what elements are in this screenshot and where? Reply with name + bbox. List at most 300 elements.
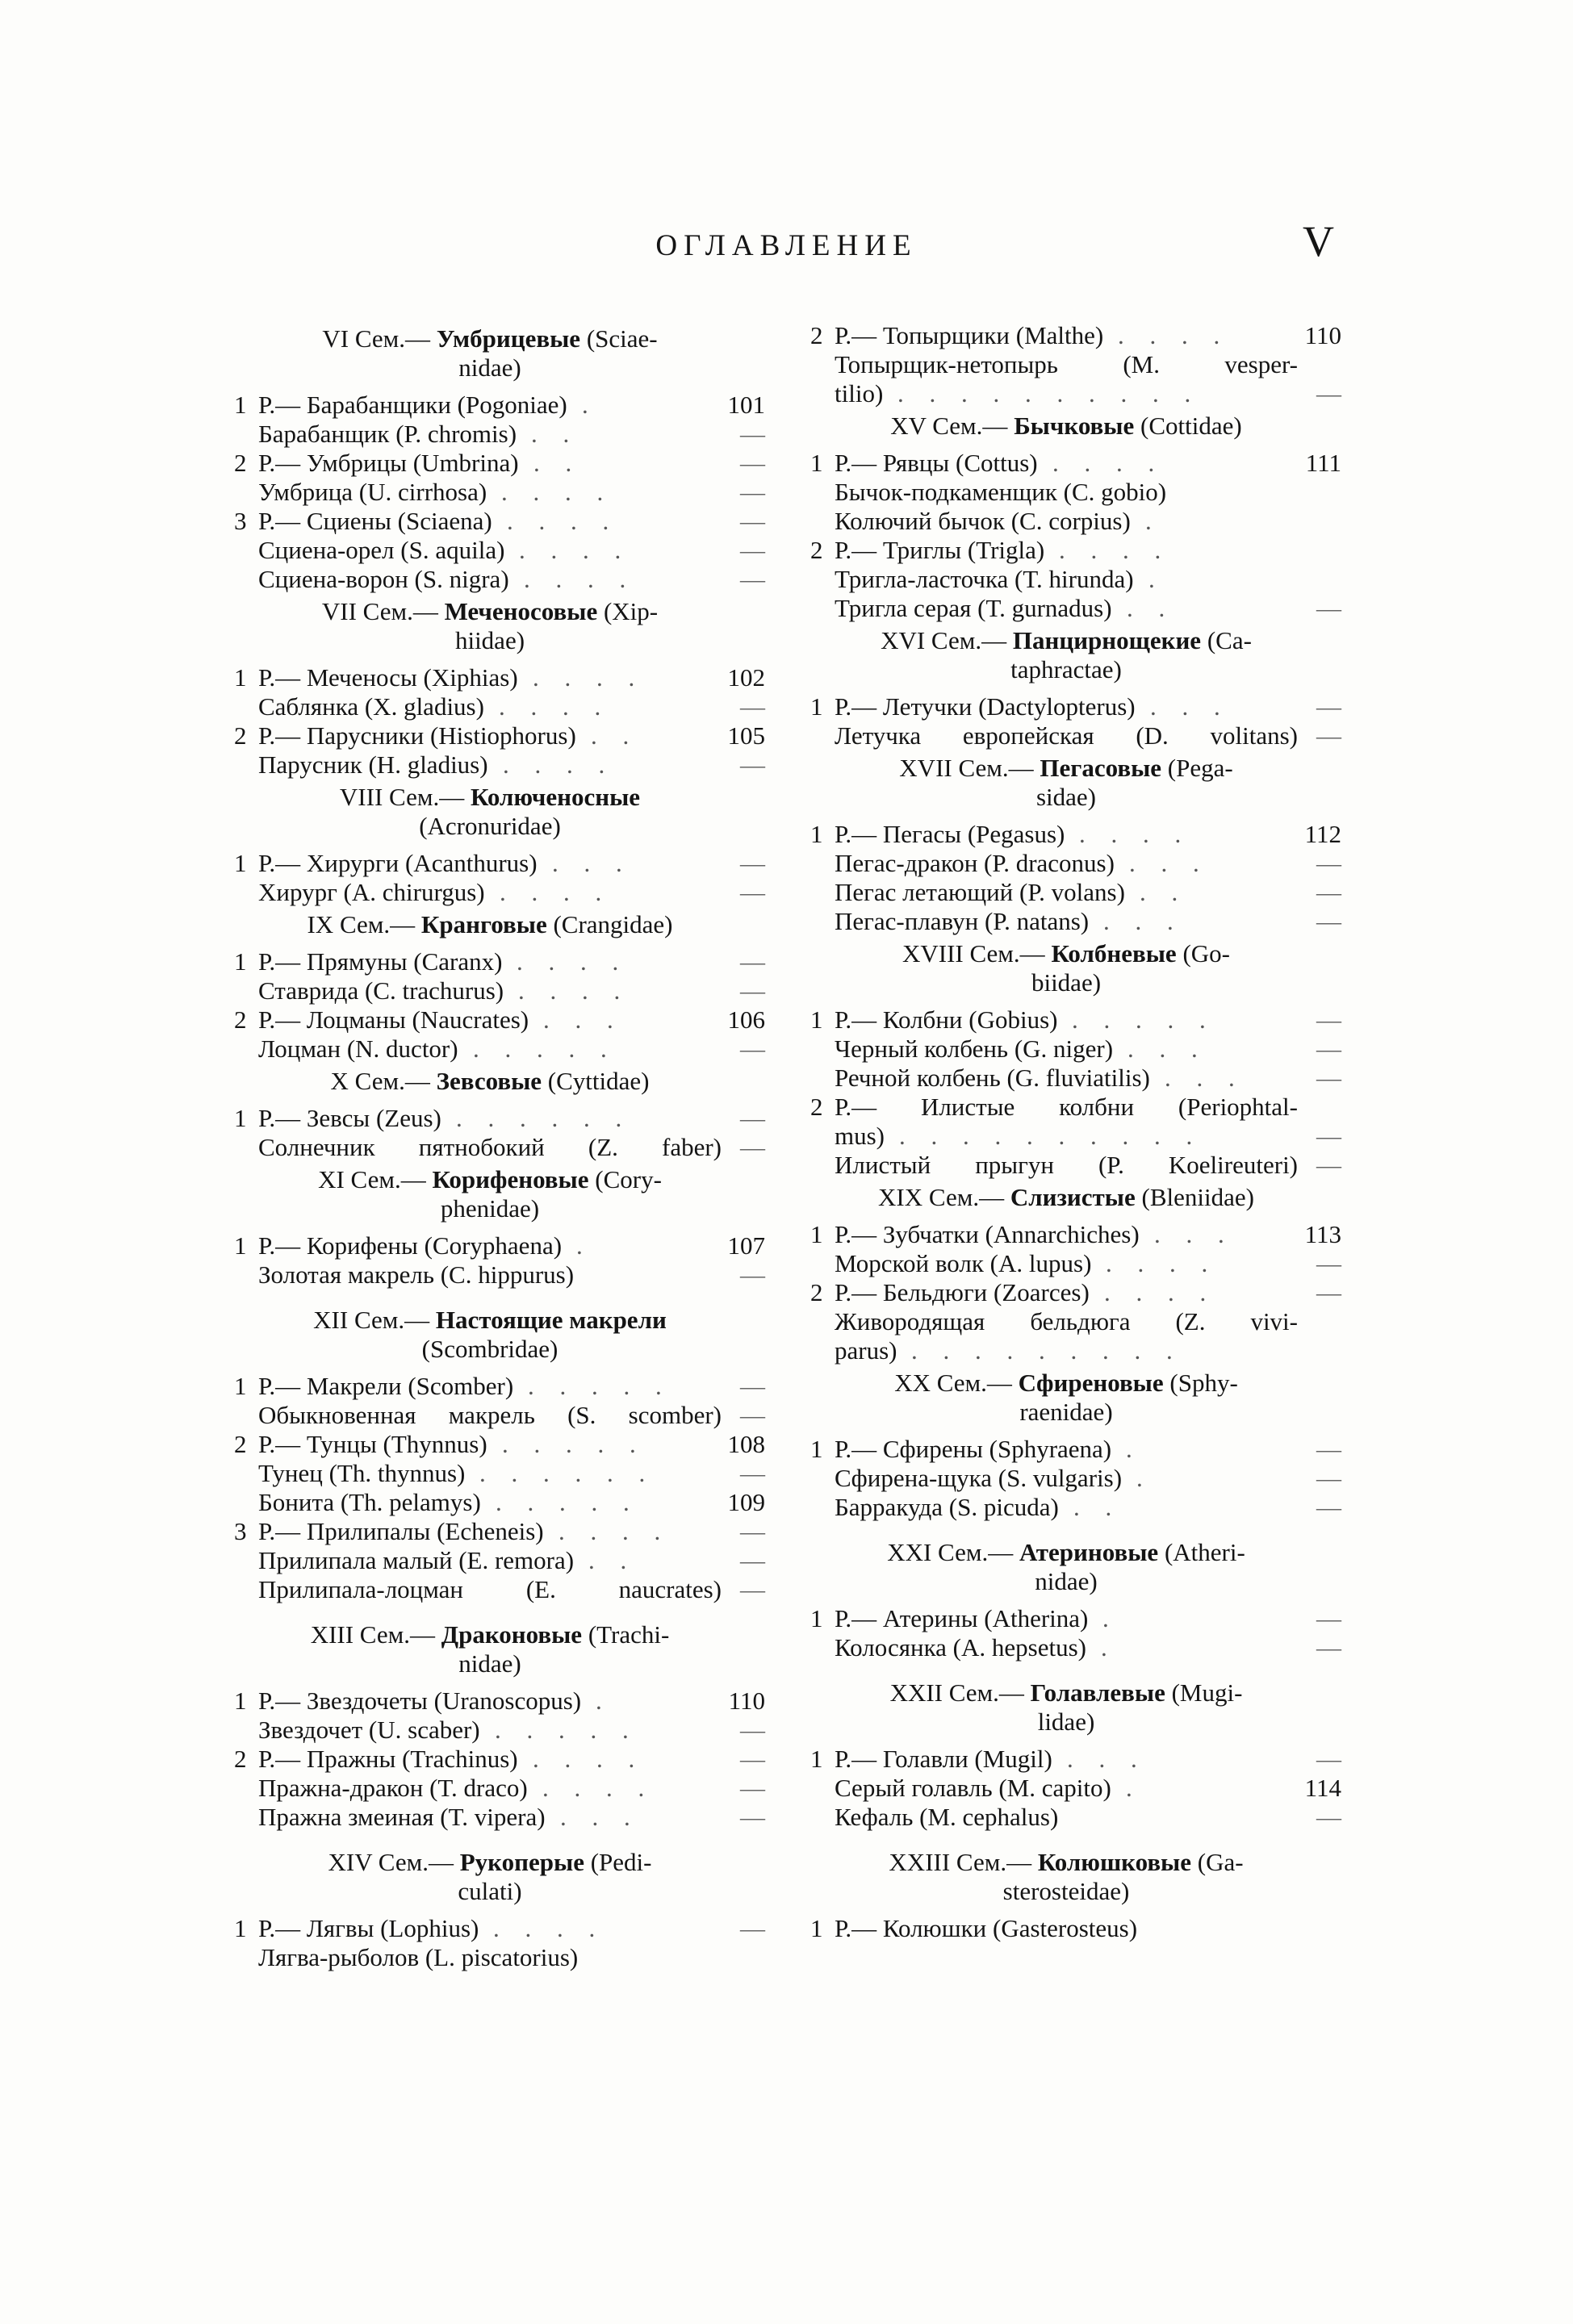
page-reference: — <box>740 1803 765 1831</box>
toc-entry <box>234 1943 765 1972</box>
page-reference: 113 <box>1304 1220 1341 1248</box>
toc-entry <box>234 1430 765 1459</box>
entry-text: Хирург (A. chirurgus) <box>258 878 485 906</box>
entry-index: 2 <box>810 1278 823 1306</box>
toc-entry <box>810 907 1341 936</box>
entry-text: Морской волк (A. lupus) <box>835 1249 1092 1277</box>
family-latin-continued: raenidae) <box>1019 1398 1113 1426</box>
page-reference: 109 <box>727 1488 765 1516</box>
entry-text: Бычок-подкаменщик (C. gobio) <box>835 478 1167 506</box>
entry-index: 2 <box>234 1430 247 1458</box>
leader-dots: . . . . <box>542 1774 655 1802</box>
family-latin-continued: sidae) <box>1035 783 1097 811</box>
leader-dots: . <box>1126 1435 1142 1463</box>
toc-entry <box>234 536 765 565</box>
entry-text: Ставрида (C. trachurus) <box>258 976 504 1005</box>
family-latin: (Bleniidae) <box>1141 1183 1254 1211</box>
leader-dots: . . . . <box>499 692 611 721</box>
family-latin: (Trachi- <box>588 1620 670 1649</box>
toc-entry <box>234 1803 765 1832</box>
toc-entry <box>810 1093 1341 1122</box>
family-number: XIV Сем.— <box>328 1848 454 1876</box>
entry-index: 1 <box>810 1604 823 1632</box>
toc-entry <box>234 1774 765 1803</box>
family-heading-line <box>810 1369 1341 1398</box>
toc-entry <box>234 449 765 478</box>
family-latin-continued: nidae) <box>458 1649 521 1678</box>
toc-entry <box>810 379 1341 408</box>
page-reference: — <box>1316 1745 1341 1773</box>
toc-entry <box>810 1435 1341 1464</box>
family-heading-line <box>234 1848 765 1877</box>
family-number: IX Сем.— <box>307 910 416 938</box>
leader-dots: . . . . <box>1079 820 1191 848</box>
page-reference: 111 <box>1305 449 1341 477</box>
family-latin: (Atheri- <box>1164 1538 1245 1566</box>
toc-entry <box>234 420 765 449</box>
leader-dots: . . . . <box>518 976 630 1005</box>
family-number: VII Сем.— <box>321 597 438 625</box>
entry-index: 1 <box>810 692 823 721</box>
leader-dots: . . . <box>1129 849 1209 877</box>
leader-dots: . . . . . <box>496 1488 639 1516</box>
leader-dots: . . . . <box>524 565 636 593</box>
family-name: Бычковые <box>1014 412 1135 440</box>
family-latin-continued: nidae) <box>458 353 521 382</box>
entry-index: 1 <box>234 663 247 692</box>
entry-text: Барракуда (S. picuda) <box>835 1493 1059 1521</box>
leader-dots: . . . . <box>1106 1249 1218 1277</box>
entry-text: Пражна змеиная (T. vipera) <box>258 1803 546 1831</box>
entry-text: Тунец (Th. thynnus) <box>258 1459 466 1487</box>
entry-text: Р.— Звездочеты (Uranoscopus) <box>258 1687 582 1715</box>
entry-text: parus) <box>835 1336 897 1365</box>
family-latin: (Crangidae) <box>553 910 673 938</box>
toc-entry <box>810 594 1341 623</box>
page-reference: — <box>1316 1803 1341 1831</box>
toc-entry <box>234 478 765 507</box>
page-reference: — <box>1316 1249 1341 1277</box>
spacer <box>234 1604 765 1617</box>
family-name: Настоящие макрели <box>435 1306 667 1334</box>
entry-text: Колючий бычок (C. corpius) <box>835 507 1131 535</box>
entry-index: 3 <box>234 1517 247 1545</box>
leader-dots: . . . . <box>501 478 613 506</box>
toc-entry <box>810 820 1341 849</box>
family-heading <box>234 1302 765 1372</box>
family-name: Драконовые <box>441 1620 583 1649</box>
leader-dots: . <box>1126 1774 1142 1802</box>
family-name: Зевсовые <box>436 1067 542 1095</box>
leader-dots: . . <box>531 420 579 448</box>
entry-text: Черный колбень (G. niger) <box>835 1035 1114 1063</box>
page-reference: — <box>1316 1122 1341 1150</box>
entry-text: Р.— Сфирены (Sphyraena) <box>835 1435 1112 1463</box>
leader-dots: . <box>1102 1604 1119 1632</box>
entry-text: Р.— Тунцы (Thynnus) <box>258 1430 487 1458</box>
entry-text: Р.— Голавли (Mugil) <box>835 1745 1052 1773</box>
toc-entry <box>234 1517 765 1546</box>
family-number: XVIII Сем.— <box>902 939 1045 968</box>
entry-index: 2 <box>234 1005 247 1034</box>
leader-dots: . . . . <box>1059 536 1171 564</box>
toc-entry <box>810 1493 1341 1522</box>
toc-entry <box>234 663 765 692</box>
page-reference: — <box>1316 907 1341 935</box>
page-reference: — <box>740 507 765 535</box>
page-reference: — <box>1316 1633 1341 1661</box>
toc-entry <box>810 1336 1341 1365</box>
family-number: XIII Сем.— <box>310 1620 435 1649</box>
family-heading <box>810 623 1341 692</box>
family-heading <box>234 321 765 391</box>
entry-text: Умбрица (U. cirrhosa) <box>258 478 487 506</box>
entry-text: Тригла-ласточка (T. hirunda) <box>835 565 1134 593</box>
page-reference: — <box>1316 1064 1341 1092</box>
toc-entry <box>234 878 765 907</box>
page-reference: — <box>740 565 765 593</box>
entry-text: Р.— Макрели (Scomber) <box>258 1372 514 1400</box>
entry-text: Лягва-рыболов (L. piscatorius) <box>258 1943 579 1971</box>
family-heading <box>810 1180 1341 1220</box>
family-heading <box>810 408 1341 449</box>
page-reference: — <box>740 1372 765 1400</box>
page-reference: — <box>740 420 765 448</box>
family-latin-continued: biidae) <box>1031 968 1102 997</box>
leader-dots: . . . . . . <box>456 1104 632 1132</box>
family-heading <box>810 1535 1341 1604</box>
entry-index: 1 <box>234 1372 247 1400</box>
toc-entry <box>810 536 1341 565</box>
leader-dots: . . . . <box>503 750 615 779</box>
entry-text: Р.— Лоцманы (Naucrates) <box>258 1005 529 1034</box>
toc-entry <box>234 976 765 1005</box>
entry-text: Р.— Атерины (Atherina) <box>835 1604 1089 1632</box>
page-reference: — <box>740 1260 765 1289</box>
family-heading-line <box>810 626 1341 655</box>
family-number: VI Сем.— <box>322 324 431 353</box>
toc-entry <box>234 1745 765 1774</box>
entry-text: Пегас летающий (P. volans) <box>835 878 1125 906</box>
entry-index: 1 <box>234 1104 247 1132</box>
leader-dots: . . . . . . <box>479 1459 655 1487</box>
family-heading <box>234 1845 765 1914</box>
entry-index: 2 <box>810 536 823 564</box>
entry-text: Р.— Илистые колбни (Periophtal- <box>835 1093 1298 1121</box>
entry-text: Сфирена-щука (S. vulgaris) <box>835 1464 1123 1492</box>
toc-entry <box>810 721 1341 750</box>
page-reference: — <box>740 1517 765 1545</box>
page-reference: — <box>1316 1435 1341 1463</box>
leader-dots: . . . <box>552 849 632 877</box>
page-reference: — <box>1316 1005 1341 1034</box>
page-reference: — <box>740 750 765 779</box>
family-heading-line <box>810 412 1341 441</box>
toc-entry <box>234 1546 765 1575</box>
family-number: VIII Сем.— <box>339 783 465 811</box>
entry-text: Р.— Бельдюги (Zoarces) <box>835 1278 1090 1306</box>
family-latin: (Sciae- <box>586 324 658 353</box>
entry-text: Р.— Триглы (Trigla) <box>835 536 1045 564</box>
leader-dots: . . . . . . . . . <box>911 1336 1182 1365</box>
leader-dots: . . <box>1073 1493 1122 1521</box>
page-reference: — <box>740 947 765 976</box>
entry-text: Р.— Лягвы (Lophius) <box>258 1914 479 1942</box>
entry-text: Р.— Зубчатки (Annarchiches) <box>835 1220 1140 1248</box>
leader-dots: . . . <box>560 1803 640 1831</box>
family-latin: (Pedi- <box>590 1848 652 1876</box>
entry-text: Прилипала малый (E. remora) <box>258 1546 575 1574</box>
entry-text: Сциена-орел (S. aquila) <box>258 536 505 564</box>
entry-index: 1 <box>234 1914 247 1942</box>
page-number: V <box>1303 217 1334 265</box>
family-latin-continued: lidae) <box>1037 1707 1095 1736</box>
entry-index: 1 <box>810 449 823 477</box>
toc-entry <box>810 1220 1341 1249</box>
entry-text: Р.— Пегасы (Pegasus) <box>835 820 1065 848</box>
entry-index: 2 <box>234 1745 247 1773</box>
family-latin: (Ca- <box>1207 626 1252 654</box>
leader-dots: . <box>1101 1633 1117 1661</box>
toc-entry <box>810 507 1341 536</box>
page-reference: 102 <box>727 663 765 692</box>
entry-index: 1 <box>234 1231 247 1260</box>
entry-text: Р.— Хирурги (Acanthurus) <box>258 849 538 877</box>
family-heading-line <box>810 1848 1341 1877</box>
family-heading <box>234 594 765 663</box>
family-heading <box>810 1365 1341 1435</box>
toc-entry <box>234 1035 765 1064</box>
toc-entry <box>234 1716 765 1745</box>
family-number: XXIII Сем.— <box>889 1848 1032 1876</box>
family-number: XXII Сем.— <box>889 1678 1024 1707</box>
toc-entry <box>810 849 1341 878</box>
page-reference: — <box>740 878 765 906</box>
family-latin: (Mugi- <box>1171 1678 1243 1707</box>
toc-entry <box>810 1005 1341 1035</box>
entry-text: Колосянка (A. hepsetus) <box>835 1633 1086 1661</box>
toc-entry <box>234 1575 765 1604</box>
entry-text: Пегас-плавун (P. natans) <box>835 907 1090 935</box>
entry-text: Лоцман (N. ductor) <box>258 1035 458 1063</box>
family-number: XXI Сем.— <box>887 1538 1014 1566</box>
toc-entry <box>234 1488 765 1517</box>
entry-text: Р.— Барабанщики (Pogoniae) <box>258 391 567 419</box>
family-heading <box>234 907 765 947</box>
spacer <box>810 1522 1341 1535</box>
toc-entry <box>810 1064 1341 1093</box>
family-number: XV Сем.— <box>890 412 1008 440</box>
leader-dots: . . . . <box>533 663 645 692</box>
page-reference: — <box>1316 721 1341 750</box>
family-heading-line <box>810 1183 1341 1212</box>
family-latin: (Sphy- <box>1169 1369 1238 1397</box>
leader-dots: . . . . <box>507 507 619 535</box>
page-reference: — <box>1316 594 1341 622</box>
entry-text: Р.— Пражны (Trachinus) <box>258 1745 518 1773</box>
family-latin-continued: sterosteidae) <box>1002 1877 1130 1905</box>
entry-index: 1 <box>234 947 247 976</box>
entry-text: Р.— Сциены (Sciaena) <box>258 507 492 535</box>
toc-entry <box>234 692 765 721</box>
family-heading-line <box>810 1678 1341 1707</box>
toc-entry <box>810 1249 1341 1278</box>
family-name: Меченосовые <box>444 597 598 625</box>
family-name: Панцирнощекие <box>1012 626 1202 654</box>
spacer <box>234 1832 765 1845</box>
family-heading-line <box>234 1165 765 1194</box>
toc-entry <box>810 692 1341 721</box>
spacer <box>234 1289 765 1302</box>
entry-index: 1 <box>810 1220 823 1248</box>
entry-text: Р.— Меченосы (Xiphias) <box>258 663 518 692</box>
leader-dots: . . . . . . . . . . <box>899 1122 1203 1150</box>
toc-entry <box>234 1104 765 1133</box>
entry-text: Р.— Прилипалы (Echeneis) <box>258 1517 544 1545</box>
page-reference: — <box>740 1774 765 1802</box>
toc-entry <box>810 1122 1341 1151</box>
entry-index: 2 <box>810 1093 823 1121</box>
entry-text: Речной колбень (G. fluviatilis) <box>835 1064 1150 1092</box>
family-heading <box>810 1675 1341 1745</box>
page-reference: — <box>740 849 765 877</box>
toc-entry <box>810 1035 1341 1064</box>
page-reference: — <box>1316 1035 1341 1063</box>
entry-text: Р.— Прямуны (Caranx) <box>258 947 503 976</box>
toc-entry <box>810 1151 1341 1180</box>
entry-text: Сциена-ворон (S. nigra) <box>258 565 509 593</box>
toc-entry <box>810 1774 1341 1803</box>
entry-index: 1 <box>810 1914 823 1942</box>
leader-dots: . . <box>1127 594 1175 622</box>
entry-index: 1 <box>810 1435 823 1463</box>
page-reference: 107 <box>727 1231 765 1260</box>
family-heading-line <box>234 783 765 812</box>
leader-dots: . . . . <box>558 1517 671 1545</box>
family-heading <box>810 1845 1341 1914</box>
family-name: Голавлевые <box>1030 1678 1165 1707</box>
toc-entry <box>234 1231 765 1260</box>
family-heading-line <box>234 1306 765 1335</box>
leader-dots: . <box>576 1231 592 1260</box>
family-name: Колбневые <box>1051 939 1177 968</box>
entry-text: Кефаль (M. cephalus) <box>835 1803 1059 1831</box>
page-reference: 110 <box>1304 321 1341 349</box>
page-reference: — <box>1316 1604 1341 1632</box>
entry-text: Саблянка (X. gladius) <box>258 692 484 721</box>
toc-entry <box>810 1278 1341 1307</box>
entry-text: Летучка европейская (D. volitans) <box>835 721 1298 750</box>
entry-text: Илистый прыгун (P. Koelireuteri) <box>835 1151 1298 1179</box>
family-heading <box>234 1617 765 1687</box>
family-number: XX Сем.— <box>894 1369 1012 1397</box>
entry-index: 2 <box>234 449 247 477</box>
page-reference: — <box>1316 1464 1341 1492</box>
family-latin-continued: nidae) <box>1035 1567 1098 1595</box>
page-reference: — <box>740 1401 765 1429</box>
page-reference: — <box>1316 379 1341 408</box>
leader-dots: . . <box>588 1546 637 1574</box>
toc-entry <box>234 1914 765 1943</box>
leader-dots: . . <box>533 449 582 477</box>
family-heading <box>234 1162 765 1231</box>
family-name: Кранговые <box>420 910 547 938</box>
toc-entry <box>234 721 765 750</box>
family-number: X Сем.— <box>330 1067 430 1095</box>
family-name: Умбрицевые <box>436 324 581 353</box>
page-reference: — <box>740 1745 765 1773</box>
entry-text: mus) <box>835 1122 885 1150</box>
entry-text: Р.— Умбрицы (Umbrina) <box>258 449 519 477</box>
family-latin: (Cottidae) <box>1140 412 1242 440</box>
toc-entry <box>234 849 765 878</box>
leader-dots: . . . . <box>519 536 631 564</box>
page-reference: 108 <box>727 1430 765 1458</box>
leader-dots: . . . <box>1067 1745 1147 1773</box>
toc-entry <box>810 449 1341 478</box>
leader-dots: . . <box>1140 878 1188 906</box>
toc-entry <box>234 391 765 420</box>
family-number: XII Сем.— <box>313 1306 430 1334</box>
leader-dots: . <box>1145 507 1161 535</box>
toc-left-column <box>234 321 765 1972</box>
entry-index: 1 <box>810 1005 823 1034</box>
family-latin: (Go- <box>1182 939 1230 968</box>
page-reference: — <box>1316 692 1341 721</box>
leader-dots: . <box>596 1687 612 1715</box>
toc-entry <box>810 1604 1341 1633</box>
family-name: Рукоперые <box>459 1848 584 1876</box>
page-reference: 112 <box>1304 820 1341 848</box>
leader-dots: . . . . <box>517 947 629 976</box>
toc-entry <box>234 1133 765 1162</box>
leader-dots: . <box>1148 565 1165 593</box>
toc-entry <box>234 1372 765 1401</box>
toc-entry <box>810 565 1341 594</box>
family-latin-continued: phenidae) <box>440 1194 540 1223</box>
family-heading <box>234 780 765 849</box>
toc-entry <box>810 1745 1341 1774</box>
toc-entry <box>234 1005 765 1035</box>
page-reference: — <box>740 976 765 1005</box>
toc-entry <box>810 1464 1341 1493</box>
entry-text: Р.— Парусники (Histiophorus) <box>258 721 576 750</box>
entry-text: Р.— Топырщики (Malthe) <box>835 321 1104 349</box>
leader-dots: . . . . <box>500 878 612 906</box>
page-reference: — <box>1316 1493 1341 1521</box>
family-heading-line <box>810 754 1341 783</box>
entry-text: Обыкновенная макрель (S. scomber) <box>258 1401 722 1429</box>
family-latin: (Pega- <box>1167 754 1233 782</box>
family-latin: (Ga- <box>1197 1848 1244 1876</box>
entry-index: 1 <box>234 391 247 419</box>
family-heading-line <box>234 910 765 939</box>
family-latin: (Cyttidae) <box>547 1067 650 1095</box>
leader-dots: . . . . <box>1118 321 1230 349</box>
toc-entry <box>810 1803 1341 1832</box>
entry-text: Барабанщик (P. chromis) <box>258 420 517 448</box>
page-reference: 105 <box>727 721 765 750</box>
family-heading-line <box>810 939 1341 968</box>
leader-dots: . <box>1136 1464 1153 1492</box>
entry-index: 1 <box>234 1687 247 1715</box>
entry-text: Парусник (H. gladius) <box>258 750 488 779</box>
leader-dots: . . . . . <box>473 1035 617 1063</box>
family-heading <box>234 1064 765 1104</box>
entry-index: 1 <box>810 820 823 848</box>
family-heading-line <box>234 1067 765 1096</box>
family-name: Слизистые <box>1010 1183 1136 1211</box>
